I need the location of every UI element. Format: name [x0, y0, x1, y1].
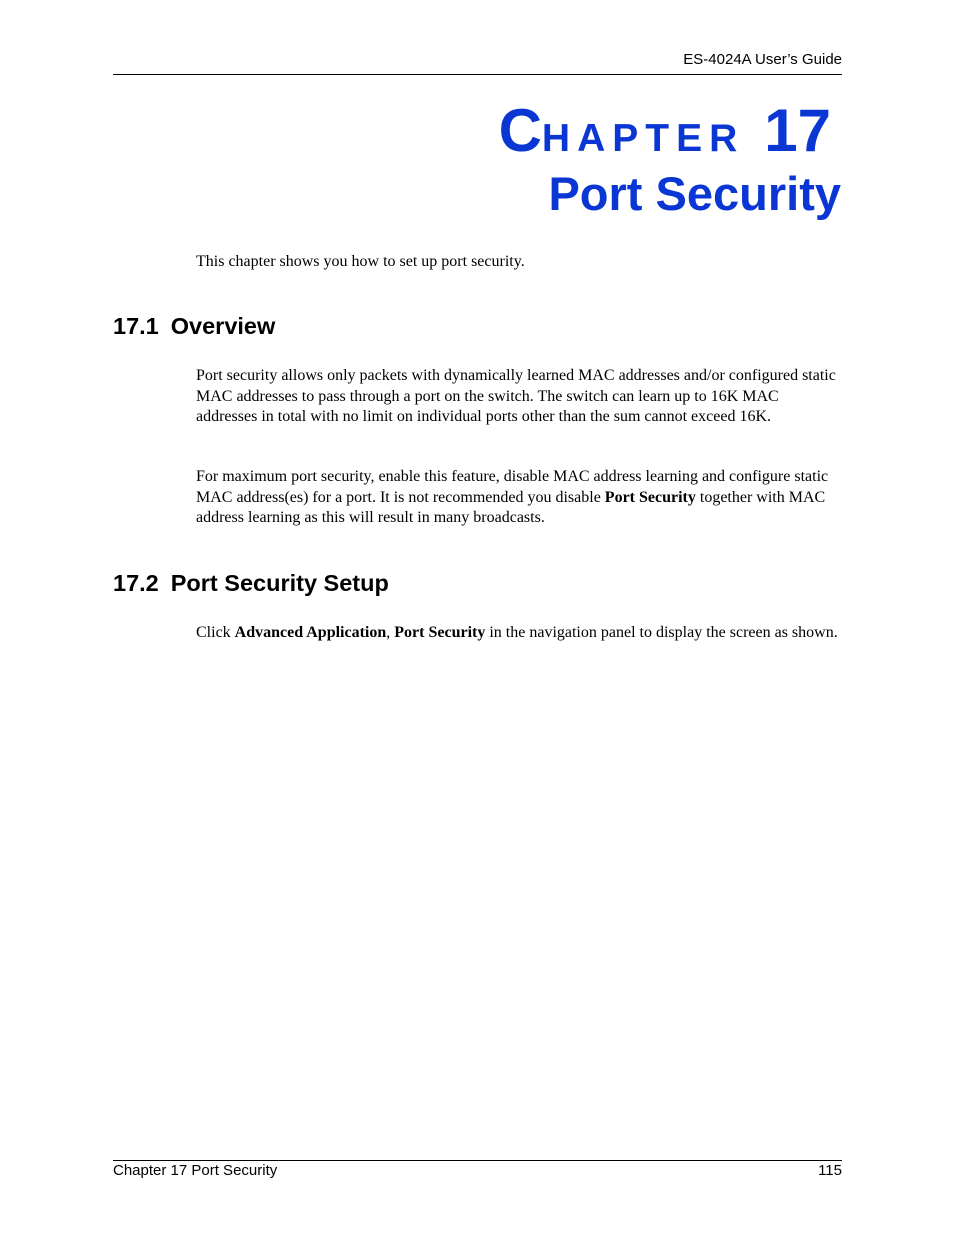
- overview-paragraph-2: [196, 467, 844, 529]
- header-title: ES-4024A User’s Guide: [683, 51, 842, 68]
- chapter-number: 17: [764, 97, 831, 164]
- footer-rule: [113, 1160, 842, 1161]
- section-title: Port Security Setup: [170, 570, 389, 596]
- intro-paragraph: This chapter shows you how to set up port security.: [196, 253, 525, 270]
- section-title: Overview: [170, 313, 276, 339]
- chapter-label: [499, 96, 831, 165]
- chapter-title: Port Security: [548, 167, 841, 220]
- bold-term: Advanced Application: [234, 624, 387, 641]
- section-heading-setup: [113, 570, 389, 597]
- page-number: 115: [818, 1162, 842, 1179]
- chapter-label-initial: C: [498, 97, 542, 164]
- footer-chapter: Chapter 17 Port Security: [113, 1162, 278, 1179]
- header-rule: [113, 74, 842, 75]
- bold-term: Port Security: [394, 624, 486, 641]
- text-run: in the navigation panel to display the screen as shown.: [485, 624, 838, 641]
- text-run: For maximum port security, enable this feature, disable MAC address learning and configure static MAC address(es) for a port. It is not recommended you disable: [196, 468, 829, 506]
- overview-paragraph-1: Port security allows only packets with dynamically learned MAC addresses and/or configured static MAC addresses to pass through a port on the switch. The switch can learn up to 16K MAC addresses in total with no limit on individual ports other than the sum cannot exceed 16K.: [196, 367, 836, 425]
- bold-term: Port Security: [604, 488, 696, 506]
- section-number: 17.2: [113, 570, 159, 596]
- setup-paragraph: [196, 623, 844, 644]
- text-run: together with MAC address learning as this will result in many broadcasts.: [196, 488, 826, 526]
- section-heading-overview: [113, 313, 275, 340]
- text-run: Click: [196, 624, 235, 641]
- chapter-label-rest: HAPTER: [541, 117, 745, 160]
- section-number: 17.1: [113, 313, 159, 339]
- text-run: ,: [386, 624, 395, 641]
